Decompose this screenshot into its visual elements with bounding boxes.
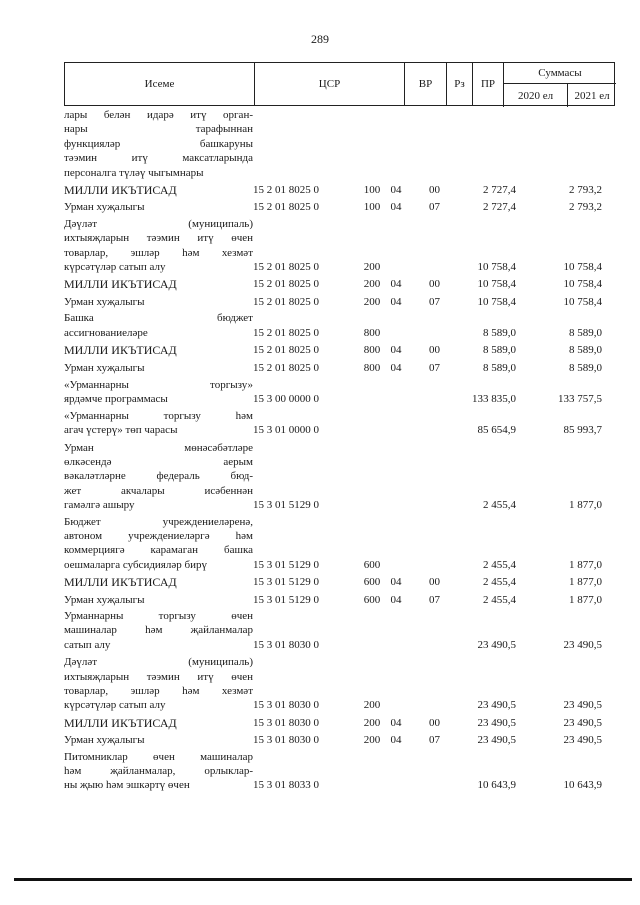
- row-name-line: товарлар, эшләр һәм хезмәт: [64, 246, 253, 259]
- row-sum-2020: 2 727,4: [483, 184, 516, 197]
- row-sum-2020: 10 643,9: [477, 779, 516, 792]
- row-name-line: автоном учреждениеләргә һәм: [64, 529, 253, 542]
- row-name-line: машиналар һәм җайланмалар: [64, 624, 253, 637]
- row-sum-2021: 23 490,5: [563, 716, 602, 729]
- header-pr: ПР: [472, 63, 503, 105]
- row-rz: 04: [390, 716, 402, 729]
- row-rz: 04: [390, 344, 402, 357]
- row-name-line: Дәүләт (муниципаль): [64, 217, 253, 230]
- row-values: [64, 360, 615, 375]
- row-values: [64, 259, 615, 274]
- table-row: [64, 515, 615, 573]
- row-vr: 200: [363, 261, 381, 274]
- row-sum-2021: 2 793,2: [569, 201, 602, 214]
- row-name-line: «Урманнарны торгызу»: [64, 378, 253, 391]
- row-name-line: ны җыю һәм эшкәртү өчен: [64, 779, 190, 792]
- row-name-line: һәм җайланмалар, орлыклар-: [64, 765, 253, 778]
- row-sum-2020: 8 589,0: [483, 344, 516, 357]
- row-name-line: Урман мөнәсәбәтләре: [64, 441, 253, 454]
- row-sum-2020: 2 455,4: [483, 558, 516, 571]
- row-pr: 00: [429, 278, 440, 291]
- row-rz: 04: [390, 295, 402, 308]
- budget-table-body: [64, 107, 615, 793]
- row-vr: 800: [363, 361, 381, 374]
- row-sum-2020: 133 835,0: [472, 393, 516, 406]
- row-sum-2021: 2 793,2: [569, 184, 602, 197]
- row-sum-2020: 8 589,0: [483, 326, 516, 339]
- row-name-line: Урман хуҗалыгы: [64, 593, 145, 606]
- row-csr: 15 3 01 0000 0: [253, 424, 319, 437]
- row-sum-2020: 2 455,4: [483, 593, 516, 606]
- row-sum-2020: 23 490,5: [477, 638, 516, 651]
- header-name: Исеме: [144, 78, 175, 90]
- row-name-line: оешмаларга субсидияләр бирү: [64, 558, 207, 571]
- header-vr: ВР: [404, 63, 446, 105]
- row-sum-2021: 1 877,0: [569, 593, 602, 606]
- table-row: [64, 200, 615, 214]
- table-row: [64, 441, 615, 513]
- row-pr: 07: [429, 361, 440, 374]
- row-name-line: Урман хуҗалыгы: [64, 734, 145, 747]
- row-name-line: агач үстерү» төп чарасы: [64, 424, 178, 437]
- row-name-line: МИЛЛИ ИКЪТИСАД: [64, 183, 177, 198]
- row-sum-2021: 23 490,5: [563, 734, 602, 747]
- row-csr: 15 3 01 8030 0: [253, 699, 319, 712]
- table-row: [64, 361, 615, 375]
- row-values: [64, 592, 615, 607]
- row-sum-2020: 2 455,4: [483, 499, 516, 512]
- row-name-line: Урманнарны торгызу өчен: [64, 610, 253, 622]
- row-sum-2020: 2 727,4: [483, 201, 516, 214]
- row-sum-2021: 10 758,4: [563, 295, 602, 308]
- row-csr: 15 3 01 8030 0: [253, 716, 319, 729]
- row-csr: 15 2 01 8025 0: [253, 344, 319, 357]
- row-csr: 15 3 01 8030 0: [253, 734, 319, 747]
- row-values: [64, 325, 615, 340]
- row-csr: 15 2 01 8025 0: [253, 278, 319, 291]
- table-row: [64, 378, 615, 407]
- row-sum-2020: 2 455,4: [483, 576, 516, 589]
- row-sum-2020: 8 589,0: [483, 361, 516, 374]
- row-values: [64, 200, 615, 215]
- row-values: [64, 343, 615, 358]
- row-name-line: ихтыяҗларын тәэмин итү өчен: [64, 670, 253, 683]
- row-vr: 200: [363, 295, 381, 308]
- row-values: [64, 498, 615, 513]
- row-rz: 04: [390, 278, 402, 291]
- row-sum-2021: 85 993,7: [563, 424, 602, 437]
- row-sum-2021: 8 589,0: [569, 344, 602, 357]
- row-pr: 00: [429, 716, 440, 729]
- row-name-line: МИЛЛИ ИКЪТИСАД: [64, 343, 177, 358]
- row-vr: 200: [363, 716, 381, 729]
- row-values: [64, 733, 615, 748]
- table-row: [64, 609, 615, 652]
- row-rz: 04: [390, 201, 402, 214]
- header-year-2020: 2020 ел: [503, 84, 567, 107]
- row-name-line: МИЛЛИ ИКЪТИСАД: [64, 575, 177, 590]
- table-row: [64, 655, 615, 713]
- row-name-line: сатып алу: [64, 638, 111, 651]
- row-sum-2020: 23 490,5: [477, 716, 516, 729]
- header-sums: Суммасы: [503, 63, 616, 84]
- row-sum-2021: 8 589,0: [569, 326, 602, 339]
- row-csr: 15 3 01 5129 0: [253, 499, 319, 512]
- header-year-2021: 2021 ел: [567, 84, 616, 107]
- row-pr: 00: [429, 576, 440, 589]
- row-values: [64, 277, 615, 292]
- row-name-line: вәкаләтләрне федераль бюд-: [64, 470, 253, 483]
- row-vr: 200: [363, 278, 381, 291]
- row-values: [64, 182, 615, 197]
- row-vr: 100: [363, 184, 381, 197]
- row-vr: 600: [363, 558, 381, 571]
- page-number: 289: [311, 32, 329, 46]
- row-csr: 15 2 01 8025 0: [253, 201, 319, 214]
- row-sum-2020: 10 758,4: [477, 278, 516, 291]
- row-csr: 15 2 01 8025 0: [253, 361, 319, 374]
- row-csr: 15 3 01 8033 0: [253, 779, 319, 792]
- table-row: [64, 295, 615, 309]
- row-values: [64, 778, 615, 793]
- row-vr: 200: [363, 734, 381, 747]
- row-sum-2021: 133 757,5: [558, 393, 602, 406]
- row-csr: 15 3 01 5129 0: [253, 593, 319, 606]
- row-sum-2021: 1 877,0: [569, 576, 602, 589]
- row-name-line: МИЛЛИ ИКЪТИСАД: [64, 715, 177, 730]
- table-row: [64, 343, 615, 357]
- row-vr: 600: [363, 576, 381, 589]
- row-values: [64, 575, 615, 590]
- table-row: [64, 733, 615, 747]
- row-sum-2021: 23 490,5: [563, 699, 602, 712]
- row-pr: 07: [429, 734, 440, 747]
- row-name-line: Дәүләт (муниципаль): [64, 656, 253, 669]
- header-csr: ЦСР: [254, 63, 404, 105]
- row-name-line: Питомниклар өчен машиналар: [64, 750, 253, 763]
- row-name-line: күрсәтүләр сатып алу: [64, 261, 166, 274]
- row-csr: 15 3 00 0000 0: [253, 393, 319, 406]
- row-name-line: гамәлгә ашыру: [64, 499, 135, 512]
- row-name-line: товарлар, эшләр һәм хезмәт: [64, 685, 253, 698]
- row-rz: 04: [390, 184, 402, 197]
- row-name-line: персоналга түләү чыгымнары: [64, 166, 204, 179]
- row-name-line: Бюджет учреждениеләренә,: [64, 515, 253, 528]
- row-sum-2021: 10 643,9: [563, 779, 602, 792]
- row-name-line: нары тарафыннан: [64, 123, 253, 136]
- table-row: [64, 593, 615, 607]
- row-values: [64, 715, 615, 730]
- row-sum-2021: 23 490,5: [563, 638, 602, 651]
- row-pr: 07: [429, 295, 440, 308]
- row-sum-2021: 10 758,4: [563, 278, 602, 291]
- row-values: [64, 423, 615, 438]
- table-row: [64, 108, 615, 180]
- table-row: [64, 217, 615, 275]
- row-csr: 15 2 01 8025 0: [253, 184, 319, 197]
- row-name-line: функцияләр башкаруны: [64, 137, 253, 150]
- row-name-line: МИЛЛИ ИКЪТИСАД: [64, 277, 177, 292]
- row-vr: 800: [363, 344, 381, 357]
- row-values: [64, 637, 615, 652]
- row-sum-2020: 23 490,5: [477, 699, 516, 712]
- row-sum-2020: 85 654,9: [477, 424, 516, 437]
- table-row: [64, 311, 615, 340]
- row-name-line: тәэмин итү максатларында: [64, 152, 253, 165]
- row-name-line: Урман хуҗалыгы: [64, 295, 145, 308]
- row-csr: 15 3 01 5129 0: [253, 576, 319, 589]
- row-rz: 04: [390, 361, 402, 374]
- row-name-line: өлкәсендә аерым: [64, 455, 253, 468]
- row-pr: 07: [429, 593, 440, 606]
- row-csr: 15 2 01 8025 0: [253, 295, 319, 308]
- page-bottom-border: [14, 878, 632, 881]
- row-values: [64, 698, 615, 713]
- row-pr: 07: [429, 201, 440, 214]
- row-vr: 800: [363, 326, 381, 339]
- row-vr: 100: [363, 201, 381, 214]
- row-values: [64, 294, 615, 309]
- row-sum-2021: 8 589,0: [569, 361, 602, 374]
- row-name-line: жет акчалары исәбеннән: [64, 484, 253, 497]
- row-name-line: Башка бюджет: [64, 312, 253, 325]
- table-row: [64, 277, 615, 291]
- row-name-line: ихтыяҗларын тәэмин итү өчен: [64, 232, 253, 245]
- row-rz: 04: [390, 734, 402, 747]
- table-row: [64, 750, 615, 793]
- row-name-line: коммерциягә карамаган башка: [64, 544, 253, 557]
- row-name-line: ярдәмче программасы: [64, 393, 168, 406]
- row-sum-2021: 1 877,0: [569, 558, 602, 571]
- row-rz: 04: [390, 593, 402, 606]
- row-name-line: Урман хуҗалыгы: [64, 361, 145, 374]
- row-sum-2020: 10 758,4: [477, 261, 516, 274]
- row-pr: 00: [429, 184, 440, 197]
- row-sum-2020: 23 490,5: [477, 734, 516, 747]
- table-row: [64, 716, 615, 730]
- row-csr: 15 2 01 8025 0: [253, 261, 319, 274]
- row-pr: 00: [429, 344, 440, 357]
- row-csr: 15 2 01 8025 0: [253, 326, 319, 339]
- row-sum-2020: 10 758,4: [477, 295, 516, 308]
- row-name-line: «Урманнарны торгызу һәм: [64, 409, 253, 422]
- row-name-line: күрсәтүләр сатып алу: [64, 699, 166, 712]
- row-values: [64, 557, 615, 572]
- table-row: [64, 575, 615, 589]
- row-csr: 15 3 01 8030 0: [253, 638, 319, 651]
- row-name-line: лары белән идарә итү орган-: [64, 109, 253, 121]
- row-name-line: Урман хуҗалыгы: [64, 201, 145, 214]
- row-sum-2021: 1 877,0: [569, 499, 602, 512]
- row-values: [64, 165, 615, 180]
- row-vr: 200: [363, 699, 381, 712]
- row-csr: 15 3 01 5129 0: [253, 558, 319, 571]
- row-sum-2021: 10 758,4: [563, 261, 602, 274]
- row-vr: 600: [363, 593, 381, 606]
- row-values: [64, 392, 615, 407]
- header-rz: Рз: [446, 63, 472, 105]
- row-name-line: ассигнованиеләре: [64, 326, 148, 339]
- table-row: [64, 183, 615, 197]
- row-rz: 04: [390, 576, 402, 589]
- table-header: [64, 62, 615, 106]
- table-row: [64, 409, 615, 438]
